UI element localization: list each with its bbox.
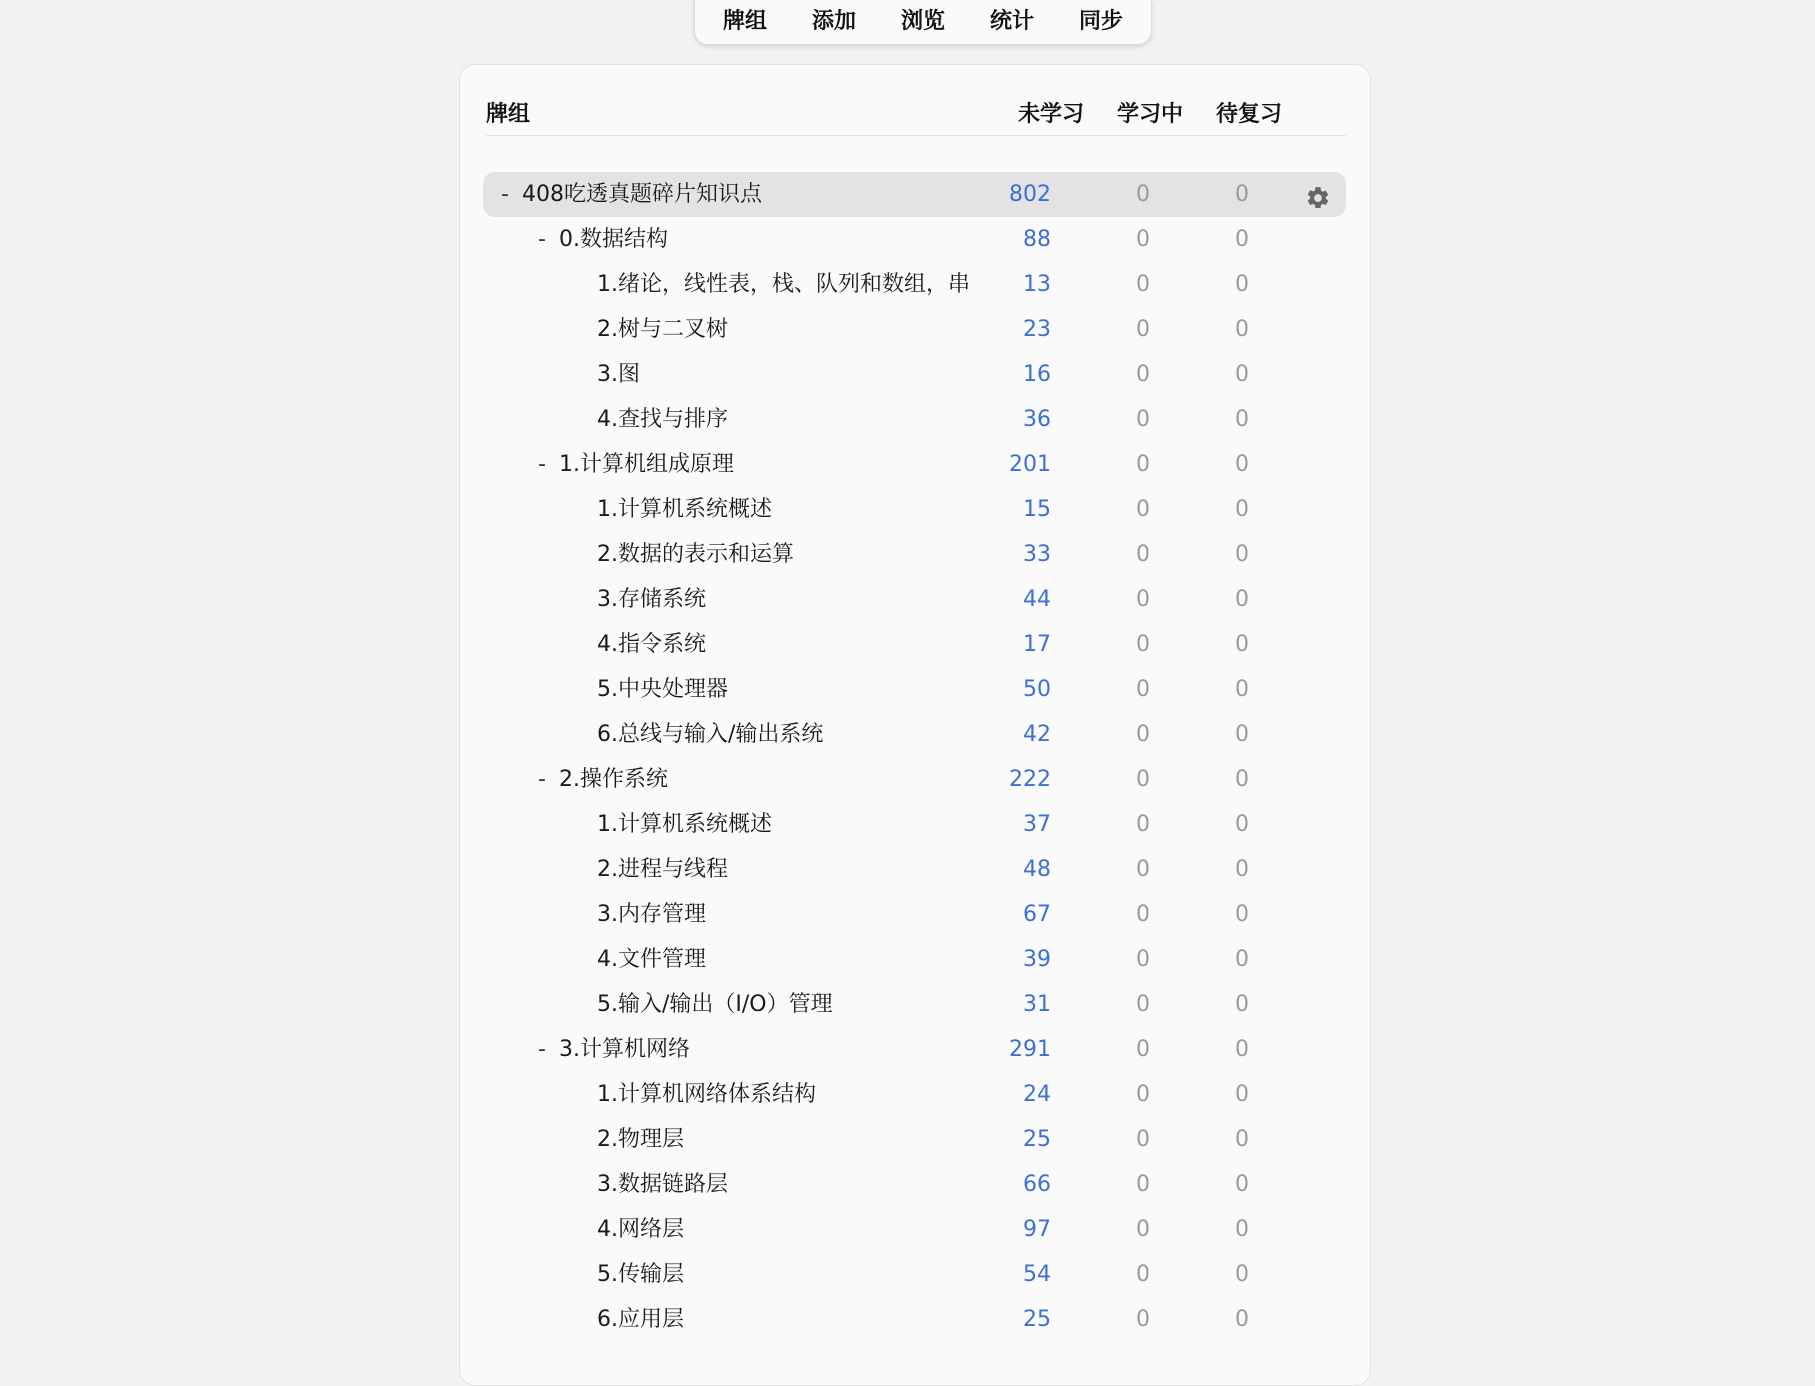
review-count: 0 [1235, 587, 1249, 612]
deck-row[interactable] [483, 442, 1346, 487]
review-count: 0 [1235, 452, 1249, 477]
review-count: 0 [1235, 677, 1249, 702]
deck-name[interactable]: 2.数据的表示和运算 [597, 542, 794, 567]
review-count: 0 [1235, 227, 1249, 252]
new-count: 66 [1023, 1172, 1051, 1197]
deck-row[interactable] [483, 172, 1346, 217]
deck-name[interactable]: 4.文件管理 [597, 947, 706, 972]
deck-list-panel [459, 64, 1371, 1386]
learning-count: 0 [1136, 362, 1150, 387]
new-count: 54 [1023, 1262, 1051, 1287]
deck-row[interactable] [483, 397, 1346, 442]
new-count: 50 [1023, 677, 1051, 702]
deck-row[interactable] [483, 712, 1346, 757]
learning-count: 0 [1136, 1307, 1150, 1332]
deck-name[interactable]: 1.计算机网络体系结构 [597, 1082, 816, 1107]
deck-row[interactable] [483, 1117, 1346, 1162]
deck-row[interactable] [483, 1027, 1346, 1072]
new-count: 15 [1023, 497, 1051, 522]
deck-row[interactable] [483, 1072, 1346, 1117]
header-deck: 牌组 [486, 102, 531, 127]
deck-row[interactable] [483, 577, 1346, 622]
deck-name[interactable]: 3.计算机网络 [559, 1037, 690, 1062]
review-count: 0 [1235, 857, 1249, 882]
learning-count: 0 [1136, 317, 1150, 342]
new-count: 17 [1023, 632, 1051, 657]
review-count: 0 [1235, 992, 1249, 1017]
collapse-toggle[interactable]: - [501, 182, 509, 207]
gear-icon[interactable] [1305, 182, 1331, 208]
review-count: 0 [1235, 182, 1249, 207]
deck-name[interactable]: 2.树与二叉树 [597, 317, 728, 342]
learning-count: 0 [1136, 227, 1150, 252]
learning-count: 0 [1136, 992, 1150, 1017]
learning-count: 0 [1136, 722, 1150, 747]
deck-table-header [486, 95, 1346, 136]
deck-name[interactable]: 2.进程与线程 [597, 857, 728, 882]
deck-row[interactable] [483, 532, 1346, 577]
new-count: 48 [1023, 857, 1051, 882]
nav-decks[interactable]: 牌组 [722, 9, 767, 34]
collapse-toggle[interactable]: - [538, 227, 546, 252]
collapse-toggle[interactable]: - [538, 452, 546, 477]
learning-count: 0 [1136, 812, 1150, 837]
deck-row[interactable] [483, 937, 1346, 982]
learning-count: 0 [1136, 1217, 1150, 1242]
review-count: 0 [1235, 722, 1249, 747]
review-count: 0 [1235, 812, 1249, 837]
deck-row[interactable] [483, 892, 1346, 937]
deck-name[interactable]: 4.网络层 [597, 1217, 684, 1242]
deck-name[interactable]: 3.数据链路层 [597, 1172, 728, 1197]
learning-count: 0 [1136, 677, 1150, 702]
review-count: 0 [1235, 272, 1249, 297]
deck-name[interactable]: 1.计算机系统概述 [597, 497, 772, 522]
deck-name[interactable]: 5.传输层 [597, 1262, 684, 1287]
nav-stats[interactable]: 统计 [989, 9, 1034, 34]
new-count: 44 [1023, 587, 1051, 612]
new-count: 222 [1009, 767, 1051, 792]
new-count: 25 [1023, 1127, 1051, 1152]
review-count: 0 [1235, 542, 1249, 567]
deck-row[interactable] [483, 307, 1346, 352]
collapse-toggle[interactable]: - [538, 767, 546, 792]
deck-name[interactable]: 3.存储系统 [597, 587, 706, 612]
learning-count: 0 [1136, 497, 1150, 522]
deck-name[interactable]: 408吃透真题碎片知识点 [522, 182, 762, 207]
learning-count: 0 [1136, 1127, 1150, 1152]
learning-count: 0 [1136, 767, 1150, 792]
deck-row[interactable] [483, 1207, 1346, 1252]
nav-browse[interactable]: 浏览 [900, 9, 945, 34]
deck-name[interactable]: 1.计算机组成原理 [559, 452, 734, 477]
review-count: 0 [1235, 362, 1249, 387]
learning-count: 0 [1136, 632, 1150, 657]
review-count: 0 [1235, 407, 1249, 432]
review-count: 0 [1235, 1217, 1249, 1242]
deck-name[interactable]: 4.查找与排序 [597, 407, 728, 432]
deck-name[interactable]: 5.中央处理器 [597, 677, 728, 702]
deck-name[interactable]: 0.数据结构 [559, 227, 668, 252]
deck-name[interactable]: 3.图 [597, 362, 640, 387]
deck-row[interactable] [483, 262, 1346, 307]
learning-count: 0 [1136, 542, 1150, 567]
deck-name[interactable]: 6.应用层 [597, 1307, 684, 1332]
learning-count: 0 [1136, 1037, 1150, 1062]
learning-count: 0 [1136, 182, 1150, 207]
deck-row[interactable] [483, 847, 1346, 892]
nav-sync[interactable]: 同步 [1078, 9, 1123, 34]
new-count: 31 [1023, 992, 1051, 1017]
deck-row[interactable] [483, 1297, 1346, 1342]
learning-count: 0 [1136, 902, 1150, 927]
new-count: 802 [1009, 182, 1051, 207]
learning-count: 0 [1136, 1082, 1150, 1107]
review-count: 0 [1235, 632, 1249, 657]
learning-count: 0 [1136, 1172, 1150, 1197]
review-count: 0 [1235, 1082, 1249, 1107]
learning-count: 0 [1136, 407, 1150, 432]
deck-name[interactable]: 2.操作系统 [559, 767, 668, 792]
learning-count: 0 [1136, 947, 1150, 972]
deck-name[interactable]: 2.物理层 [597, 1127, 684, 1152]
deck-rows [483, 172, 1346, 1342]
new-count: 23 [1023, 317, 1051, 342]
new-count: 201 [1009, 452, 1051, 477]
new-count: 97 [1023, 1217, 1051, 1242]
deck-row[interactable] [483, 622, 1346, 667]
deck-row[interactable] [483, 1162, 1346, 1207]
review-count: 0 [1235, 317, 1249, 342]
review-count: 0 [1235, 902, 1249, 927]
review-count: 0 [1235, 767, 1249, 792]
learning-count: 0 [1136, 272, 1150, 297]
deck-row[interactable] [483, 487, 1346, 532]
deck-row[interactable] [483, 802, 1346, 847]
review-count: 0 [1235, 1307, 1249, 1332]
review-count: 0 [1235, 1262, 1249, 1287]
new-count: 67 [1023, 902, 1051, 927]
deck-row[interactable] [483, 1252, 1346, 1297]
review-count: 0 [1235, 1037, 1249, 1062]
learning-count: 0 [1136, 857, 1150, 882]
top-navigation [694, 0, 1152, 45]
deck-name[interactable]: 1.计算机系统概述 [597, 812, 772, 837]
learning-count: 0 [1136, 1262, 1150, 1287]
deck-row[interactable] [483, 757, 1346, 802]
deck-name[interactable]: 4.指令系统 [597, 632, 706, 657]
new-count: 13 [1023, 272, 1051, 297]
header-review: 待复习 [1216, 102, 1283, 127]
new-count: 37 [1023, 812, 1051, 837]
learning-count: 0 [1136, 587, 1150, 612]
deck-name[interactable]: 6.总线与输入/输出系统 [597, 722, 824, 747]
deck-row[interactable] [483, 667, 1346, 712]
new-count: 25 [1023, 1307, 1051, 1332]
new-count: 88 [1023, 227, 1051, 252]
deck-name[interactable]: 5.输入/输出（I/O）管理 [597, 992, 833, 1017]
deck-row[interactable] [483, 982, 1346, 1027]
review-count: 0 [1235, 497, 1249, 522]
deck-row[interactable] [483, 217, 1346, 262]
new-count: 39 [1023, 947, 1051, 972]
new-count: 36 [1023, 407, 1051, 432]
review-count: 0 [1235, 947, 1249, 972]
new-count: 24 [1023, 1082, 1051, 1107]
nav-add[interactable]: 添加 [811, 9, 856, 34]
collapse-toggle[interactable]: - [538, 1037, 546, 1062]
deck-name[interactable]: 3.内存管理 [597, 902, 706, 927]
deck-name[interactable]: 1.绪论，线性表，栈、队列和数组，串 [597, 272, 970, 297]
review-count: 0 [1235, 1127, 1249, 1152]
header-learning: 学习中 [1117, 102, 1184, 127]
new-count: 16 [1023, 362, 1051, 387]
header-new: 未学习 [1018, 102, 1085, 127]
new-count: 33 [1023, 542, 1051, 567]
deck-row[interactable] [483, 352, 1346, 397]
new-count: 42 [1023, 722, 1051, 747]
review-count: 0 [1235, 1172, 1249, 1197]
learning-count: 0 [1136, 452, 1150, 477]
new-count: 291 [1009, 1037, 1051, 1062]
